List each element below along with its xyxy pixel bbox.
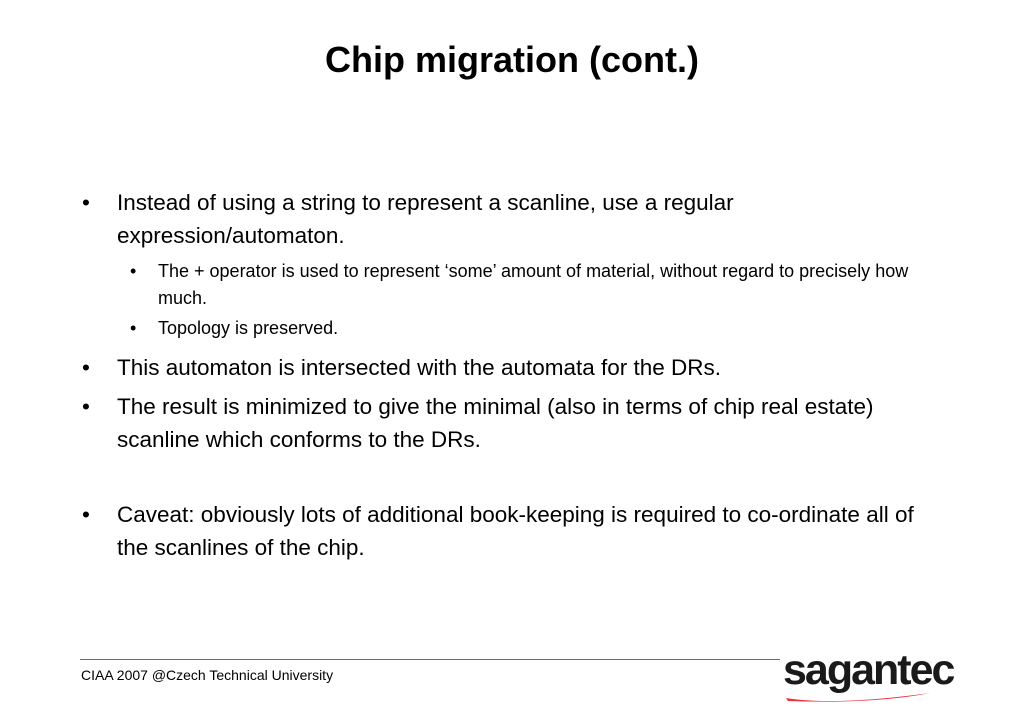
logo-wordmark: sagantec bbox=[783, 648, 954, 694]
bullet-list bbox=[82, 186, 942, 564]
bullet-marker: • bbox=[82, 190, 90, 215]
bullet-text: Caveat: obviously lots of additional book-keeping is required to co-ordinate all of the scanlines of the chip. bbox=[117, 502, 914, 560]
bullet-marker: • bbox=[82, 394, 90, 419]
bullet-marker: • bbox=[82, 502, 90, 527]
bullet-item bbox=[82, 498, 942, 564]
bullet-item bbox=[82, 351, 942, 384]
sub-bullet-text: The + operator is used to represent ‘some’ amount of material, without regard to precisely how much. bbox=[158, 261, 909, 308]
sagantec-logo bbox=[780, 648, 955, 706]
sub-bullet-item bbox=[82, 258, 942, 312]
footer-divider bbox=[80, 659, 780, 660]
bullet-marker: • bbox=[130, 261, 137, 281]
slide-title: Chip migration (cont.) bbox=[325, 39, 699, 80]
footer-text: CIAA 2007 @Czech Technical University bbox=[81, 667, 334, 683]
sub-bullet-text: Topology is preserved. bbox=[158, 318, 339, 338]
bullet-marker: • bbox=[130, 318, 137, 338]
logo-swoosh bbox=[786, 693, 930, 702]
sub-bullet-item bbox=[82, 315, 942, 342]
bullet-text: The result is minimized to give the minimal (also in terms of chip real estate) scanline which conforms to the DRs. bbox=[117, 394, 874, 452]
bullet-marker: • bbox=[82, 355, 90, 380]
bullet-text: This automaton is intersected with the automata for the DRs. bbox=[117, 355, 722, 380]
bullet-text: Instead of using a string to represent a scanline, use a regular expression/automaton. bbox=[117, 190, 734, 248]
bullet-item bbox=[82, 390, 942, 456]
bullet-item bbox=[82, 186, 942, 252]
